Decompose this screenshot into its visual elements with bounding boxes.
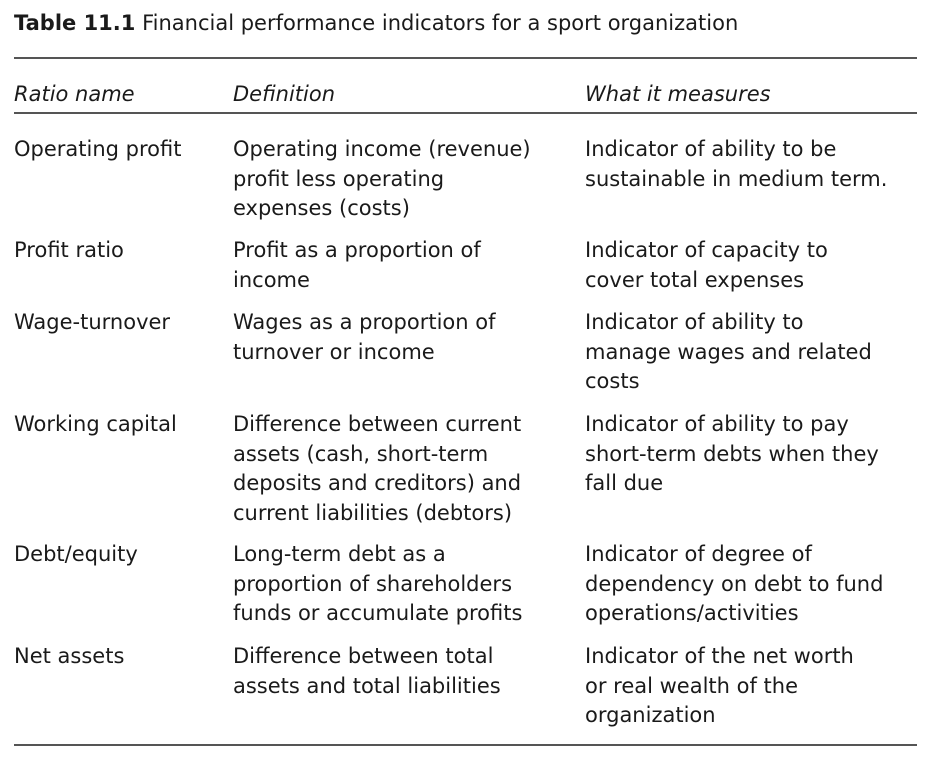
- measures-line: fall due: [585, 471, 664, 495]
- definition-line: income: [233, 267, 310, 292]
- measures-line: Indicator of the net worth: [585, 644, 854, 668]
- cell-definition: [233, 236, 573, 295]
- cell-definition: [233, 642, 573, 701]
- cell-measures: [585, 540, 925, 629]
- cell-definition: [233, 410, 573, 528]
- cell-definition: [233, 135, 573, 224]
- definition-line: Difference between total: [233, 644, 494, 668]
- cell-ratio-name: Debt/equity: [14, 542, 138, 566]
- cell-ratio-name: Net assets: [14, 644, 125, 668]
- cell-ratio-name: Working capital: [14, 412, 177, 436]
- measures-line: Indicator of capacity to: [585, 238, 828, 262]
- measures-line: Indicator of ability to pay: [585, 412, 849, 436]
- measures-line: or real wealth of the: [585, 673, 799, 698]
- table-caption-label: Table 11.1: [14, 11, 136, 35]
- measures-line: manage wages and related: [585, 339, 872, 364]
- cell-measures: [585, 410, 925, 499]
- definition-line: Operating income (revenue): [233, 137, 531, 161]
- cell-measures: [585, 308, 925, 397]
- definition-line: assets and total liabilities: [233, 673, 501, 698]
- cell-measures: [585, 642, 925, 731]
- cell-ratio-name: Operating profit: [14, 137, 182, 161]
- top-rule: [14, 57, 917, 59]
- measures-line: sustainable in medium term.: [585, 166, 888, 191]
- table-caption-title: Financial performance indicators for a sport organization: [142, 11, 739, 35]
- cell-definition: [233, 308, 573, 367]
- definition-line: expenses (costs): [233, 196, 410, 220]
- table-caption: [14, 9, 738, 37]
- definition-line: Difference between current: [233, 412, 522, 436]
- definition-line: turnover or income: [233, 339, 435, 364]
- header-ratio-name: Ratio name: [14, 82, 135, 106]
- cell-measures: [585, 135, 925, 194]
- measures-line: short-term debts when they: [585, 441, 879, 466]
- header-definition: Definition: [233, 82, 336, 106]
- definition-line: profit less operating: [233, 166, 445, 191]
- definition-line: assets (cash, short-term: [233, 441, 489, 466]
- header-rule: [14, 112, 917, 114]
- definition-line: Wages as a proportion of: [233, 310, 496, 334]
- measures-line: Indicator of ability to: [585, 310, 804, 334]
- cell-ratio-name: Profit ratio: [14, 238, 124, 262]
- definition-line: current liabilities (debtors): [233, 500, 513, 525]
- definition-line: funds or accumulate profits: [233, 601, 523, 625]
- definition-line: Long-term debt as a: [233, 542, 446, 566]
- measures-line: dependency on debt to fund: [585, 571, 884, 596]
- bottom-rule: [14, 744, 917, 746]
- measures-line: organization: [585, 703, 716, 727]
- definition-line: Profit as a proportion of: [233, 238, 481, 262]
- measures-line: Indicator of ability to be: [585, 137, 837, 161]
- header-what-it-measures: What it measures: [585, 82, 771, 106]
- measures-line: costs: [585, 369, 640, 393]
- cell-definition: [233, 540, 573, 629]
- measures-line: cover total expenses: [585, 267, 805, 292]
- definition-line: proportion of shareholders: [233, 571, 513, 596]
- measures-line: operations/activities: [585, 601, 799, 625]
- definition-line: deposits and creditors) and: [233, 471, 522, 495]
- cell-measures: [585, 236, 925, 295]
- cell-ratio-name: Wage-turnover: [14, 310, 171, 334]
- measures-line: Indicator of degree of: [585, 542, 812, 566]
